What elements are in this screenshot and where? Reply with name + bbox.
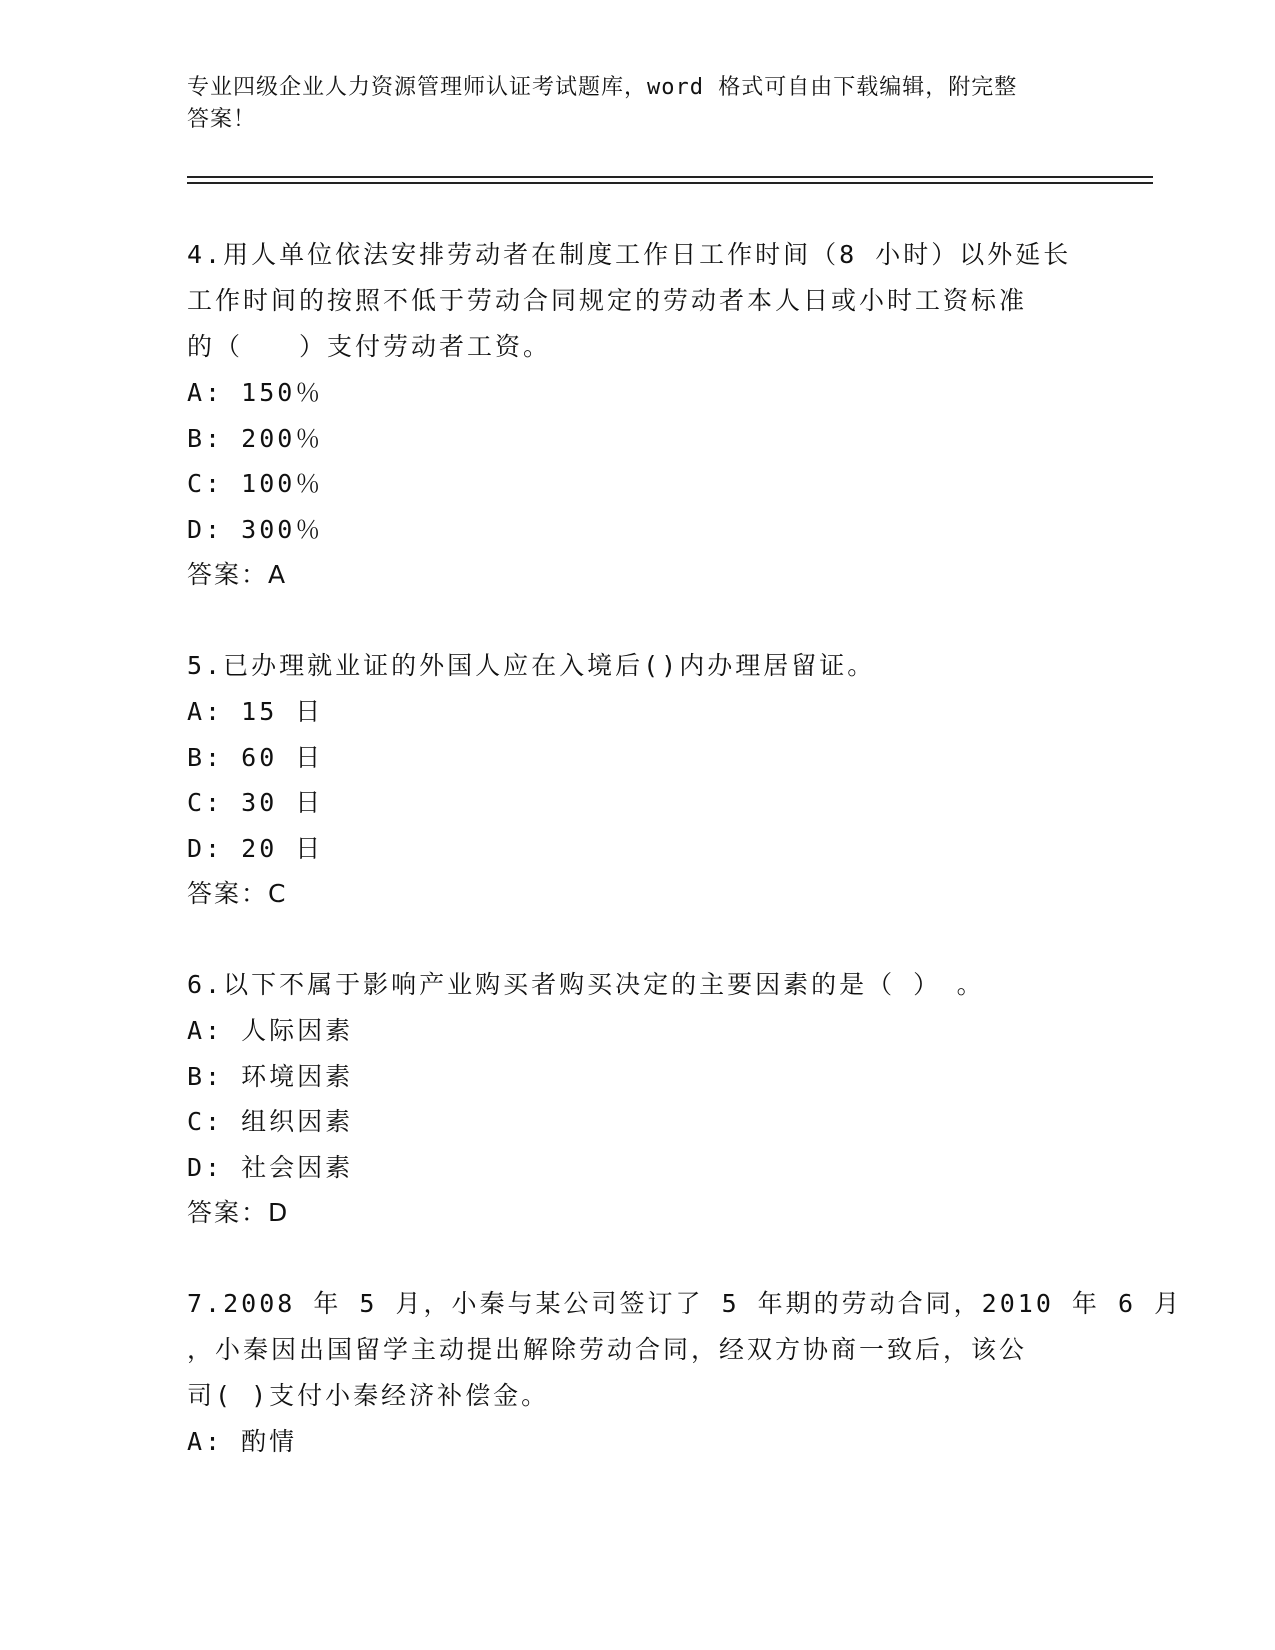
question-text — [187, 643, 1087, 689]
answer: 答案：D — [187, 1198, 290, 1227]
question-line: 工作时间的按照不低于劳动合同规定的劳动者本人日或小时工资标准 — [187, 286, 1028, 315]
option-a: A: 人际因素 — [187, 1016, 354, 1045]
option-a: A: 酌情 — [187, 1427, 298, 1456]
answer: 答案：C — [187, 879, 288, 908]
option-c: C: 30 日 — [187, 788, 324, 817]
question-list — [187, 232, 1183, 1510]
option-b: B: 60 日 — [187, 742, 324, 772]
question-line: 6.以下不属于影响产业购买者购买决定的主要因素的是（ ） 。 — [187, 970, 985, 999]
question-4 — [187, 232, 1087, 598]
question-text — [187, 962, 1087, 1008]
option-a: A: 150％ — [187, 378, 324, 407]
option-c: C: 100％ — [187, 469, 324, 498]
option-d: D: 社会因素 — [187, 1152, 354, 1182]
question-line: 5.已办理就业证的外国人应在入境后()内办理居留证。 — [187, 651, 876, 680]
question-line: 4.用人单位依法安排劳动者在制度工作日工作时间（8 小时）以外延长 — [187, 240, 1072, 269]
option-b: B: 环境因素 — [187, 1061, 354, 1091]
option-b: B: 200％ — [187, 423, 324, 453]
question-line: ，小秦因出国留学主动提出解除劳动合同，经双方协商一致后，该公 — [187, 1335, 1028, 1364]
option-a: A: 15 日 — [187, 697, 324, 726]
question-line: 7.2008 年 5 月，小秦与某公司签订了 5 年期的劳动合同，2010 年 6 月 — [187, 1289, 1183, 1318]
question-7 — [187, 1281, 1183, 1465]
header-divider-bottom — [187, 182, 1153, 184]
option-d: D: 300％ — [187, 514, 324, 544]
question-6 — [187, 962, 1087, 1236]
question-line: 司( )支付小秦经济补偿金。 — [187, 1381, 550, 1410]
answer: 答案：A — [187, 560, 288, 589]
header-line-2: 答案！ — [187, 107, 257, 132]
option-d: D: 20 日 — [187, 833, 324, 863]
header-divider-top — [187, 176, 1153, 178]
option-c: C: 组织因素 — [187, 1107, 354, 1136]
header-line-1: 专业四级企业人力资源管理师认证考试题库，word 格式可自由下载编辑，附完整 — [187, 75, 1018, 100]
document-header — [187, 72, 1067, 136]
question-text — [187, 1281, 1183, 1419]
question-text — [187, 232, 1087, 370]
question-5 — [187, 643, 1087, 917]
question-line: 的（ ）支付劳动者工资。 — [187, 332, 552, 361]
